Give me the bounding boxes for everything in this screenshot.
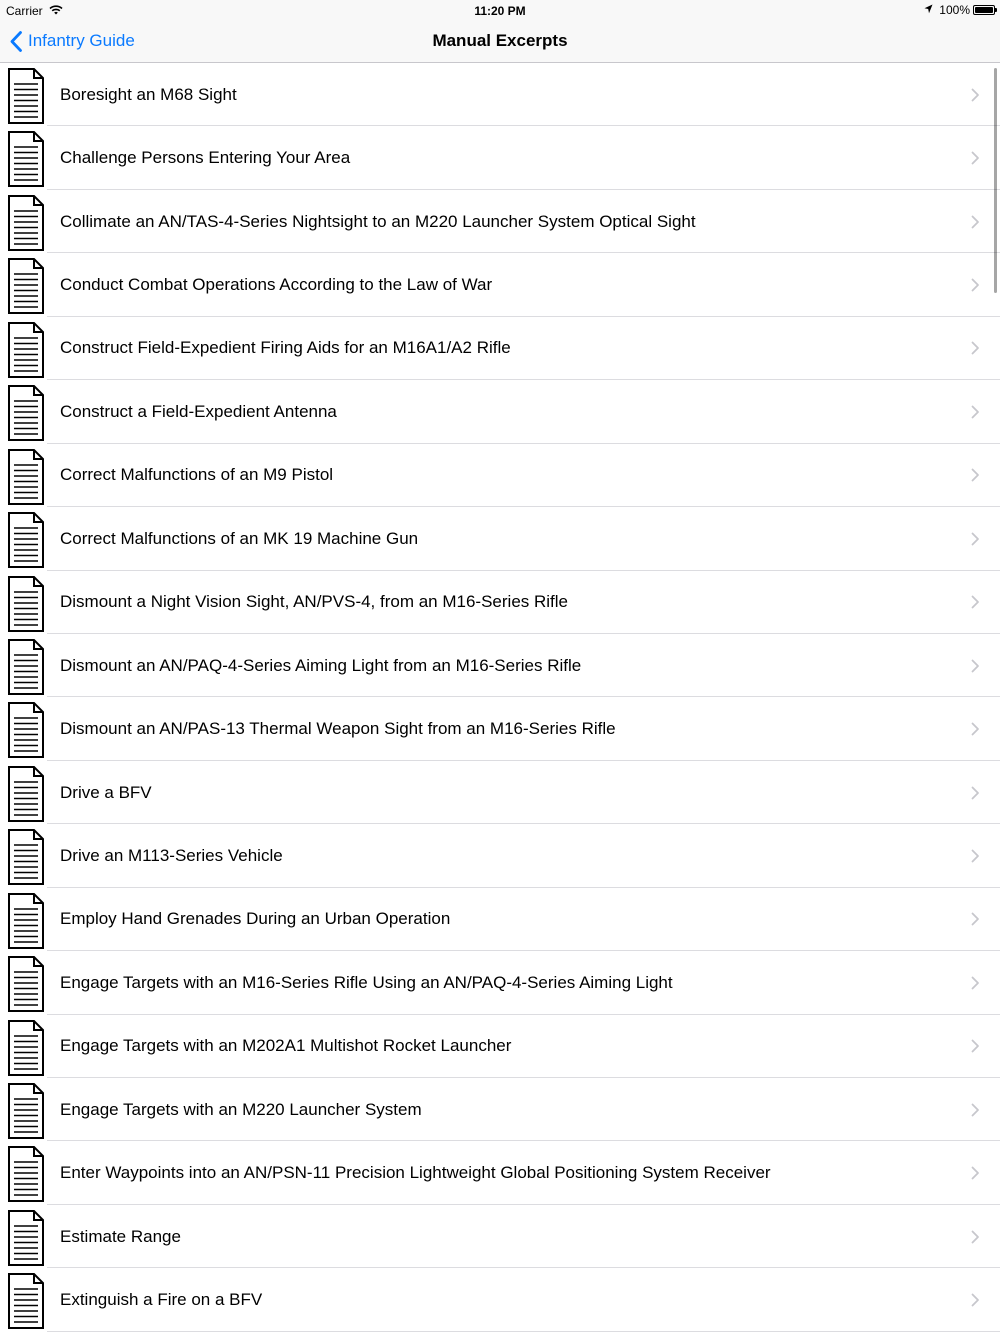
chevron-right-icon <box>971 849 980 863</box>
list-item-3[interactable] <box>0 190 1000 253</box>
chevron-right-icon <box>971 1293 980 1307</box>
list-item-label: Drive a BFV <box>60 782 152 802</box>
list-item-label: Employ Hand Grenades During an Urban Operation <box>60 909 451 929</box>
page-title: Manual Excerpts <box>432 31 568 50</box>
chevron-right-icon <box>971 786 980 800</box>
list-item-4[interactable] <box>0 253 1000 316</box>
location-arrow-icon <box>924 3 933 17</box>
document-icon <box>8 258 44 314</box>
document-icon <box>8 766 44 822</box>
document-icon <box>8 131 44 187</box>
chevron-right-icon <box>971 151 980 165</box>
document-icon <box>8 449 44 505</box>
list-item-label: Construct a Field-Expedient Antenna <box>60 401 337 421</box>
chevron-right-icon <box>971 722 980 736</box>
list-item-label: Dismount an AN/PAS-13 Thermal Weapon Sight from an M16-Series Rifle <box>60 719 616 739</box>
carrier-label: Carrier <box>6 4 43 18</box>
list-item-label: Engage Targets with an M16-Series Rifle Using an AN/PAQ-4-Series Aiming Light <box>60 972 673 992</box>
list-item-16[interactable] <box>0 1015 1000 1078</box>
list-item-15[interactable] <box>0 951 1000 1014</box>
list-item-label: Engage Targets with an M202A1 Multishot Rocket Launcher <box>60 1036 512 1056</box>
list-item-label: Drive an M113-Series Vehicle <box>60 845 283 865</box>
battery-percent: 100% <box>939 3 970 17</box>
document-icon <box>8 1210 44 1266</box>
status-right <box>924 3 995 17</box>
document-icon <box>8 893 44 949</box>
list-item-11[interactable] <box>0 697 1000 760</box>
back-button-label: Infantry Guide <box>28 31 135 50</box>
list-item-label: Enter Waypoints into an AN/PSN-11 Precision Lightweight Global Positioning System Receiver <box>60 1163 771 1183</box>
list-item-9[interactable] <box>0 571 1000 634</box>
list-item-label: Extinguish a Fire on a BFV <box>60 1290 263 1310</box>
chevron-right-icon <box>971 468 980 482</box>
document-icon <box>8 829 44 885</box>
scrollbar[interactable] <box>994 68 997 293</box>
list-item-8[interactable] <box>0 507 1000 570</box>
list-item-12[interactable] <box>0 761 1000 824</box>
chevron-right-icon <box>971 215 980 229</box>
list-item-5[interactable] <box>0 317 1000 380</box>
list-item-18[interactable] <box>0 1141 1000 1204</box>
document-icon <box>8 956 44 1012</box>
document-icon <box>8 639 44 695</box>
battery-icon <box>973 5 995 15</box>
list-item-13[interactable] <box>0 824 1000 887</box>
list-item-label: Collimate an AN/TAS-4-Series Nightsight to an M220 Launcher System Optical Sight <box>60 211 696 231</box>
chevron-right-icon <box>971 532 980 546</box>
document-icon <box>8 68 44 124</box>
list-item-10[interactable] <box>0 634 1000 697</box>
list-item-1[interactable] <box>0 63 1000 126</box>
chevron-right-icon <box>971 659 980 673</box>
status-bar <box>0 0 1000 20</box>
list-item-19[interactable] <box>0 1205 1000 1268</box>
document-icon <box>8 512 44 568</box>
document-icon <box>8 1083 44 1139</box>
list-item-label: Conduct Combat Operations According to the Law of War <box>60 275 493 295</box>
list-item-label: Dismount a Night Vision Sight, AN/PVS-4, from an M16-Series Rifle <box>60 592 569 612</box>
status-time: 11:20 PM <box>474 4 526 18</box>
list-item-label: Challenge Persons Entering Your Area <box>60 148 351 168</box>
chevron-right-icon <box>971 595 980 609</box>
list-item-label: Boresight an M68 Sight <box>60 84 237 104</box>
list-item-17[interactable] <box>0 1078 1000 1141</box>
document-icon <box>8 1146 44 1202</box>
document-icon <box>8 576 44 632</box>
list-item-2[interactable] <box>0 126 1000 189</box>
chevron-right-icon <box>971 88 980 102</box>
list-item-6[interactable] <box>0 380 1000 443</box>
document-icon <box>8 1273 44 1329</box>
document-icon <box>8 1020 44 1076</box>
chevron-right-icon <box>971 1039 980 1053</box>
chevron-left-icon <box>10 31 23 52</box>
navigation-bar <box>0 20 1000 63</box>
chevron-right-icon <box>971 1166 980 1180</box>
document-icon <box>8 322 44 378</box>
list-item-label: Estimate Range <box>60 1226 181 1246</box>
chevron-right-icon <box>971 1230 980 1244</box>
chevron-right-icon <box>971 405 980 419</box>
back-button[interactable] <box>10 20 135 62</box>
list-item-14[interactable] <box>0 888 1000 951</box>
chevron-right-icon <box>971 341 980 355</box>
excerpt-list <box>0 63 1000 1332</box>
list-item-label: Dismount an AN/PAQ-4-Series Aiming Light from an M16-Series Rifle <box>60 655 582 675</box>
chevron-right-icon <box>971 1103 980 1117</box>
chevron-right-icon <box>971 976 980 990</box>
list-item-label: Correct Malfunctions of an M9 Pistol <box>60 465 334 485</box>
list-item-label: Correct Malfunctions of an MK 19 Machine Gun <box>60 528 419 548</box>
document-icon <box>8 195 44 251</box>
chevron-right-icon <box>971 912 980 926</box>
list-item-label: Construct Field-Expedient Firing Aids for an M16A1/A2 Rifle <box>60 338 511 358</box>
list-item-7[interactable] <box>0 444 1000 507</box>
document-icon <box>8 385 44 441</box>
document-icon <box>8 702 44 758</box>
list-item-label: Engage Targets with an M220 Launcher System <box>60 1099 422 1119</box>
chevron-right-icon <box>971 278 980 292</box>
list-item-20[interactable] <box>0 1268 1000 1331</box>
